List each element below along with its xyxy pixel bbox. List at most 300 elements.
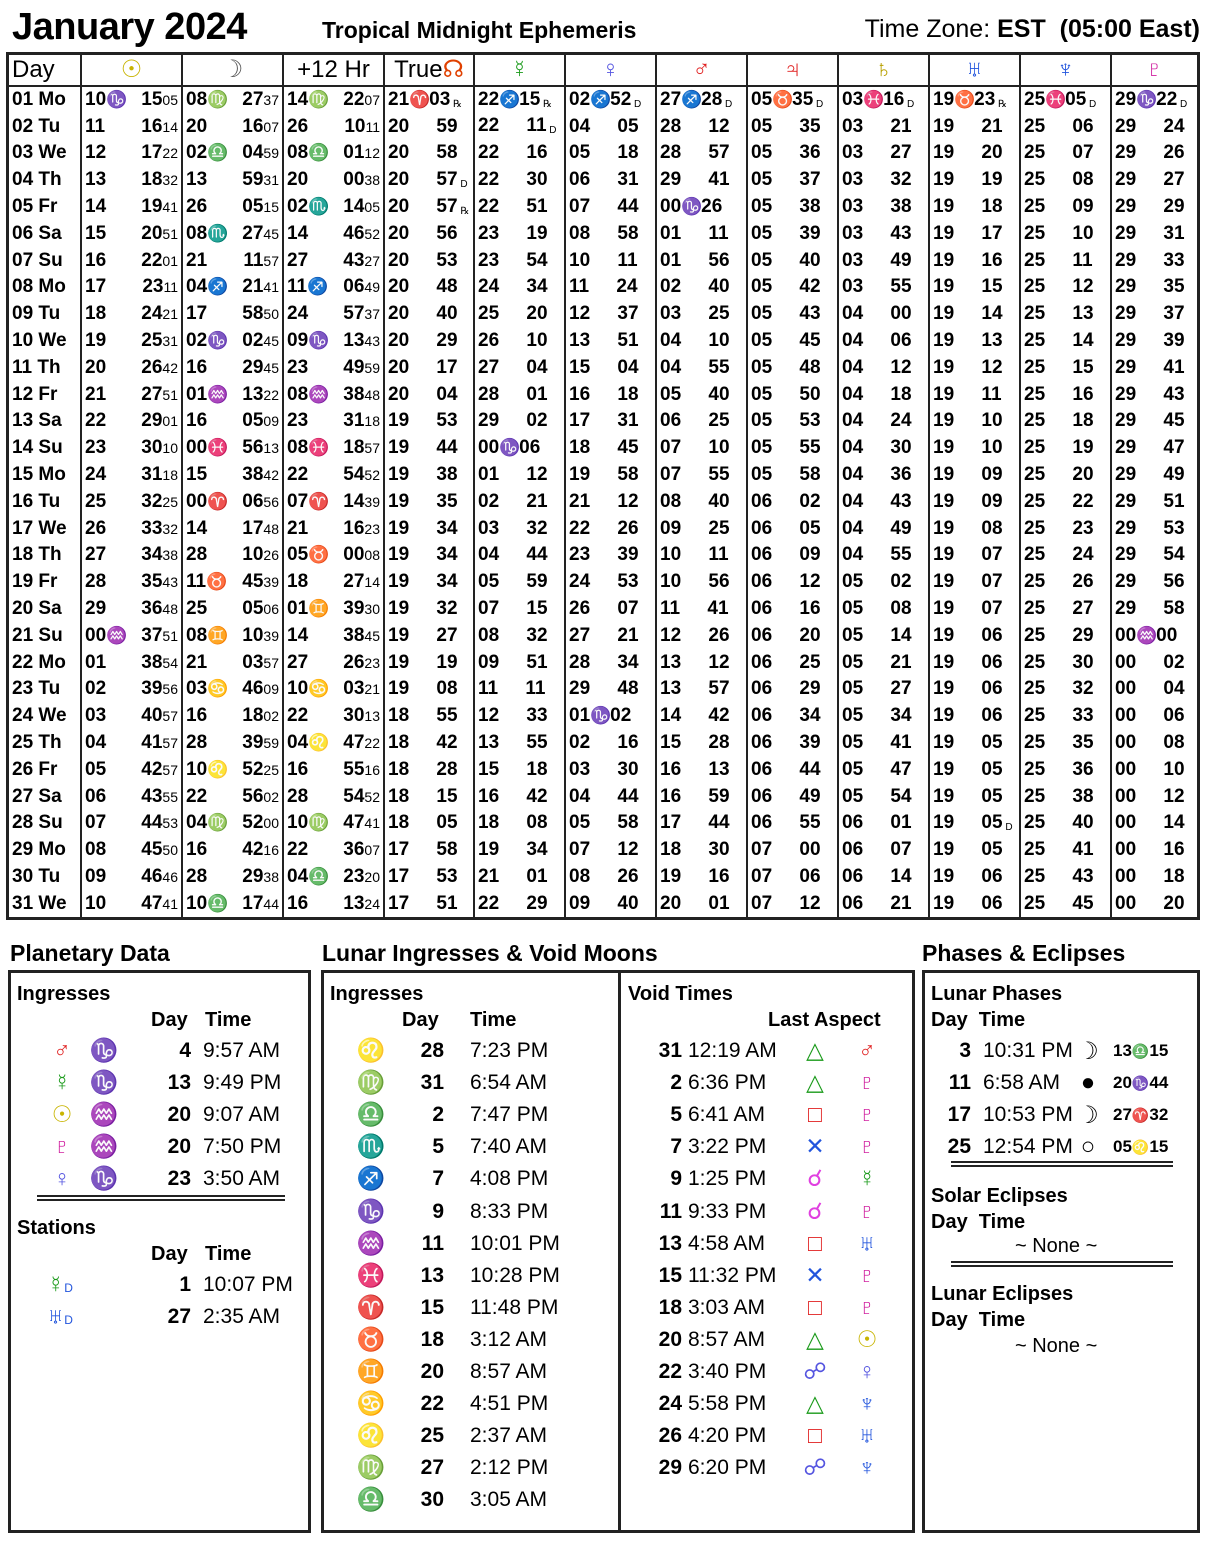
cell-mars: 27♐28 D	[656, 86, 747, 113]
ingress-day: 23	[167, 1167, 191, 1190]
cell-neptune: 25 27	[1020, 595, 1111, 622]
table-row	[9, 649, 1197, 676]
cell-venus: 05 58	[565, 810, 656, 837]
cell-mercury: 12 33	[474, 702, 565, 729]
cell-mercury: 22 51	[474, 193, 565, 220]
cell-sun: 17 2311	[81, 274, 182, 301]
cell-day: 13 Sa	[12, 410, 62, 432]
cell-neptune: 25 43	[1020, 863, 1111, 890]
void-day: 7	[670, 1135, 682, 1159]
cell-neptune: 25 33	[1020, 702, 1111, 729]
cell-day: 21 Su	[12, 624, 63, 646]
cell-moon-12hr: 16 5516	[283, 756, 384, 783]
cell-moon-12hr: 20 0038	[283, 166, 384, 193]
cell-jupiter: 05 35	[747, 113, 838, 140]
cell-true-node: 19 34	[384, 568, 474, 595]
cell-saturn: 04 49	[838, 515, 929, 542]
cell-mercury: 29 02	[474, 408, 565, 435]
divider	[37, 1195, 285, 1201]
cell-day: 18 Th	[12, 544, 62, 566]
cell-saturn: 05 54	[838, 783, 929, 810]
cell-moon-12hr: 22 5452	[283, 461, 384, 488]
void-time: 5:58 PM	[688, 1392, 767, 1416]
cell-venus: 15 04	[565, 354, 656, 381]
cell-venus: 17 31	[565, 408, 656, 435]
cell-neptune: 25 45	[1020, 890, 1111, 917]
void-day: 13	[658, 1231, 682, 1255]
table-row	[9, 702, 1197, 729]
cell-sun: 22 2901	[81, 408, 182, 435]
cell-moon: 20 1607	[182, 113, 283, 140]
cell-sun: 24 3118	[81, 461, 182, 488]
cell-jupiter: 07 06	[747, 863, 838, 890]
cell-uranus: 19 06	[929, 702, 1020, 729]
cell-moon: 22 5602	[182, 783, 283, 810]
void-day: 31	[658, 1039, 682, 1062]
table-row	[9, 568, 1197, 595]
cell-mars: 10 56	[656, 568, 747, 595]
phases-title: Phases & Eclipses	[922, 940, 1126, 966]
cell-sun: 06 4355	[81, 783, 182, 810]
cell-neptune: 25 41	[1020, 836, 1111, 863]
cell-day: 09 Tu	[12, 303, 61, 325]
cell-jupiter: 06 25	[747, 649, 838, 676]
station-day: 27	[167, 1305, 191, 1328]
cell-sun: 19 2531	[81, 327, 182, 354]
divider	[951, 1261, 1173, 1267]
day-label: Day	[151, 1009, 188, 1031]
cell-day: 06 Sa	[12, 222, 62, 244]
cell-pluto: 00 08	[1111, 729, 1197, 756]
cell-moon-12hr: 10♋ 0321	[283, 676, 384, 703]
cell-venus: 09 40	[565, 890, 656, 917]
cell-moon: 28 1026	[182, 542, 283, 569]
cell-venus: 02♐52 D	[565, 86, 656, 113]
cell-true-node: 19 38	[384, 461, 474, 488]
planet-glyph-icon: ♇	[858, 1069, 876, 1096]
planet-glyph-icon: ♇	[858, 1261, 876, 1288]
moon-phase-icon: ●	[1080, 1069, 1096, 1096]
cell-mercury: 01 12	[474, 461, 565, 488]
col-header-day: Day	[9, 55, 81, 86]
cell-saturn: 06 21	[838, 890, 929, 917]
table-row	[9, 488, 1197, 515]
cell-sun: 08 4550	[81, 836, 182, 863]
cell-day: 14 Su	[12, 437, 63, 459]
cell-mars: 11 41	[656, 595, 747, 622]
cell-neptune: 25 15	[1020, 354, 1111, 381]
cell-jupiter: 06 12	[747, 568, 838, 595]
ingress-time: 3:12 AM	[470, 1327, 548, 1351]
cell-venus: 28 34	[565, 649, 656, 676]
cell-uranus: 19 14	[929, 300, 1020, 327]
phase-day: 17	[947, 1103, 971, 1126]
table-row	[9, 461, 1197, 488]
cell-mercury: 15 18	[474, 756, 565, 783]
ingress-time: 8:33 PM	[470, 1199, 549, 1223]
cell-venus: 21 12	[565, 488, 656, 515]
cell-moon: 00♈ 0656	[182, 488, 283, 515]
cell-jupiter: 06 44	[747, 756, 838, 783]
planet-glyph-icon: ♅	[858, 1422, 876, 1449]
cell-moon: 10♌ 5225	[182, 756, 283, 783]
cell-neptune: 25 29	[1020, 622, 1111, 649]
aspect-icon: △	[806, 1037, 824, 1063]
cell-true-node: 17 53	[384, 863, 474, 890]
cell-venus: 27 21	[565, 622, 656, 649]
cell-pluto: 29 33	[1111, 247, 1197, 274]
cell-mars: 16 59	[656, 783, 747, 810]
cell-moon-12hr: 11♐ 0649	[283, 274, 384, 301]
moon-phase-icon: ☽	[1077, 1038, 1099, 1065]
tz-offset: (05:00 East)	[1059, 15, 1200, 43]
cell-neptune: 25 11	[1020, 247, 1111, 274]
cell-saturn: 03 55	[838, 274, 929, 301]
cell-sun: 07 4453	[81, 810, 182, 837]
cell-sun: 14 1941	[81, 193, 182, 220]
cell-moon-12hr: 21 1623	[283, 515, 384, 542]
cell-saturn: 03 49	[838, 247, 929, 274]
cell-uranus: 19 10	[929, 408, 1020, 435]
cell-neptune: 25 24	[1020, 542, 1111, 569]
cell-true-node: 18 28	[384, 756, 474, 783]
cell-uranus: 19 05 D	[929, 810, 1020, 837]
sign-glyph-icon: ♎	[356, 1486, 386, 1513]
planet-glyph-icon: ♇	[858, 1133, 876, 1160]
table-row	[9, 274, 1197, 301]
sign-glyph-icon: ♑	[356, 1197, 386, 1224]
cell-pluto: 00 10	[1111, 756, 1197, 783]
cell-uranus: 19 17	[929, 220, 1020, 247]
cell-saturn: 06 07	[838, 836, 929, 863]
cell-venus: 29 48	[565, 676, 656, 703]
ingress-day: 22	[420, 1392, 444, 1416]
ingress-day: 27	[420, 1456, 444, 1480]
planet-glyph-icon: ♂	[858, 1037, 876, 1063]
cell-pluto: 29 45	[1111, 408, 1197, 435]
cell-venus: 22 26	[565, 515, 656, 542]
table-row	[9, 354, 1197, 381]
cell-moon: 28 3959	[182, 729, 283, 756]
phase-position: 27♈32	[1113, 1105, 1169, 1124]
cell-mercury: 22 11 D	[474, 113, 565, 140]
cell-mercury: 19 34	[474, 836, 565, 863]
cell-moon: 08♏ 2745	[182, 220, 283, 247]
ephemeris-table	[6, 52, 1200, 920]
cell-day: 01 Mo	[12, 89, 66, 111]
station-time: 2:35 AM	[203, 1305, 281, 1328]
cell-mars: 28 57	[656, 140, 747, 167]
cell-venus: 12 37	[565, 300, 656, 327]
page-subtitle: Tropical Midnight Ephemeris	[322, 17, 637, 43]
cell-sun: 10♑ 1505	[81, 86, 182, 113]
sign-glyph-icon: ♋	[356, 1390, 386, 1417]
cell-neptune: 25 36	[1020, 756, 1111, 783]
cell-mercury: 09 51	[474, 649, 565, 676]
col-header-neptune: ♆	[1020, 55, 1111, 86]
ingress-time: 7:50 PM	[203, 1135, 282, 1158]
cell-day: 17 We	[12, 517, 67, 539]
cell-neptune: 25 16	[1020, 381, 1111, 408]
sign-glyph-icon: ♒	[356, 1229, 386, 1256]
cell-uranus: 19 05	[929, 756, 1020, 783]
cell-true-node: 20 57 ℞	[384, 193, 474, 220]
moon-phase-icon: ○	[1080, 1133, 1096, 1160]
cell-jupiter: 05 53	[747, 408, 838, 435]
void-time: 3:03 AM	[688, 1295, 766, 1319]
cell-venus: 03 30	[565, 756, 656, 783]
cell-neptune: 25 30	[1020, 649, 1111, 676]
cell-neptune: 25 38	[1020, 783, 1111, 810]
cell-day: 19 Fr	[12, 571, 58, 593]
cell-uranus: 19 05	[929, 729, 1020, 756]
ingress-time: 9:49 PM	[203, 1071, 282, 1094]
cell-uranus: 19 06	[929, 676, 1020, 703]
day-label: Day	[151, 1243, 188, 1265]
table-row	[9, 836, 1197, 863]
station-planet-icon: ☿D	[47, 1271, 73, 1297]
phase-position: 05♌15	[1113, 1137, 1169, 1156]
cell-mercury: 23 19	[474, 220, 565, 247]
cell-jupiter: 05 55	[747, 434, 838, 461]
aspect-icon: ☌	[807, 1165, 823, 1192]
cell-mars: 17 44	[656, 810, 747, 837]
cell-moon-12hr: 18 2714	[283, 568, 384, 595]
cell-mars: 20 01	[656, 890, 747, 917]
cell-venus: 08 58	[565, 220, 656, 247]
cell-pluto: 00 20	[1111, 890, 1197, 917]
cell-pluto: 00 16	[1111, 836, 1197, 863]
sign-glyph-icon: ♏	[356, 1133, 386, 1160]
cell-saturn: 04 55	[838, 542, 929, 569]
planetary-data-title: Planetary Data	[10, 940, 170, 966]
cell-mars: 01 56	[656, 247, 747, 274]
planet-glyph-icon: ☉	[51, 1101, 73, 1127]
cell-venus: 05 18	[565, 140, 656, 167]
ingress-time: 7:47 PM	[470, 1103, 549, 1127]
planetary-data-panel	[8, 970, 311, 1533]
cell-true-node: 19 32	[384, 595, 474, 622]
cell-mars: 01 11	[656, 220, 747, 247]
cell-uranus: 19 19	[929, 166, 1020, 193]
cell-saturn: 03 21	[838, 113, 929, 140]
ingress-day: 20	[167, 1135, 191, 1158]
cell-uranus: 19 15	[929, 274, 1020, 301]
ingress-time: 2:12 PM	[470, 1456, 549, 1480]
day-time-label: Day Time	[931, 1211, 1026, 1233]
table-row	[9, 434, 1197, 461]
ingress-day: 28	[420, 1039, 444, 1062]
cell-uranus: 19 07	[929, 568, 1020, 595]
cell-day: 05 Fr	[12, 196, 58, 218]
day-label: Day	[402, 1009, 439, 1031]
cell-day: 15 Mo	[12, 464, 66, 486]
cell-moon: 25 0506	[182, 595, 283, 622]
table-row	[9, 381, 1197, 408]
station-day: 1	[179, 1273, 191, 1296]
cell-mercury: 16 42	[474, 783, 565, 810]
ingress-time: 2:37 AM	[470, 1424, 548, 1448]
cell-day: 25 Th	[12, 732, 62, 754]
cell-moon-12hr: 02♏ 1405	[283, 193, 384, 220]
aspect-icon: ✕	[805, 1261, 825, 1288]
divider	[951, 1161, 1173, 1167]
cell-venus: 26 07	[565, 595, 656, 622]
cell-neptune: 25 18	[1020, 408, 1111, 435]
cell-day: 24 We	[12, 705, 67, 727]
cell-sun: 18 2421	[81, 300, 182, 327]
cell-moon-12hr: 23 3118	[283, 408, 384, 435]
tz-label: Time Zone:	[864, 15, 991, 43]
table-row	[9, 810, 1197, 837]
solar-eclipses-value: ~ None ~	[1015, 1235, 1098, 1257]
phase-time: 6:58 AM	[983, 1071, 1061, 1094]
planet-glyph-icon: ♇	[858, 1197, 876, 1224]
cell-venus: 13 51	[565, 327, 656, 354]
cell-moon: 16 2945	[182, 354, 283, 381]
cell-mercury: 11 11	[474, 676, 565, 703]
aspect-icon: ☍	[803, 1454, 827, 1481]
cell-mars: 10 11	[656, 542, 747, 569]
cell-pluto: 29 43	[1111, 381, 1197, 408]
cell-venus: 04 44	[565, 783, 656, 810]
cell-neptune: 25 06	[1020, 113, 1111, 140]
ingress-time: 4:51 PM	[470, 1392, 549, 1416]
void-time: 9:33 PM	[688, 1199, 767, 1223]
cell-mercury: 25 20	[474, 300, 565, 327]
ingress-day: 25	[420, 1424, 444, 1448]
ingress-time: 10:01 PM	[470, 1231, 560, 1255]
sign-glyph-icon: ♑	[89, 1165, 119, 1191]
cell-uranus: 19 16	[929, 247, 1020, 274]
cell-day: 20 Sa	[12, 598, 62, 620]
cell-neptune: 25 26	[1020, 568, 1111, 595]
cell-mars: 28 12	[656, 113, 747, 140]
cell-pluto: 29 51	[1111, 488, 1197, 515]
cell-mars: 04 55	[656, 354, 747, 381]
cell-pluto: 00 12	[1111, 783, 1197, 810]
cell-saturn: 05 47	[838, 756, 929, 783]
table-row	[9, 166, 1197, 193]
cell-day: 02 Tu	[12, 115, 61, 137]
void-times-label: Void Times	[628, 983, 733, 1005]
col-header-moon: ☽	[182, 55, 283, 86]
void-day: 26	[658, 1424, 682, 1448]
cell-venus: 01♑02	[565, 702, 656, 729]
cell-saturn: 05 41	[838, 729, 929, 756]
cell-saturn: 03♓16 D	[838, 86, 929, 113]
table-row	[9, 890, 1197, 917]
cell-neptune: 25 40	[1020, 810, 1111, 837]
ingress-day: 7	[432, 1167, 444, 1191]
sign-glyph-icon: ♒	[89, 1133, 119, 1159]
cell-moon-12hr: 27 2623	[283, 649, 384, 676]
day-time-label: Day Time	[931, 1309, 1026, 1331]
cell-moon: 21 1157	[182, 247, 283, 274]
cell-sun: 05 4257	[81, 756, 182, 783]
void-time: 12:19 AM	[688, 1039, 777, 1062]
cell-jupiter: 06 02	[747, 488, 838, 515]
cell-moon: 10♎ 1744	[182, 890, 283, 917]
void-time: 6:36 PM	[688, 1071, 767, 1095]
cell-true-node: 21♈03 ℞	[384, 86, 474, 113]
day-time-label: Day Time	[931, 1009, 1026, 1031]
cell-sun: 01 3854	[81, 649, 182, 676]
cell-moon-12hr: 09♑ 1343	[283, 327, 384, 354]
cell-true-node: 17 51	[384, 890, 474, 917]
cell-true-node: 20 56	[384, 220, 474, 247]
cell-jupiter: 05 48	[747, 354, 838, 381]
aspect-icon: △	[806, 1390, 824, 1417]
cell-jupiter: 05 58	[747, 461, 838, 488]
planet-glyph-icon: ♀	[858, 1358, 876, 1384]
cell-sun: 15 2051	[81, 220, 182, 247]
cell-uranus: 19 06	[929, 622, 1020, 649]
cell-saturn: 04 18	[838, 381, 929, 408]
table-row	[9, 113, 1197, 140]
cell-mercury: 21 01	[474, 863, 565, 890]
phase-position: 20♑44	[1113, 1073, 1169, 1092]
planet-glyph-icon: ♆	[858, 1390, 876, 1417]
planet-glyph-icon: ♀	[53, 1165, 71, 1191]
solar-eclipses-label: Solar Eclipses	[931, 1185, 1068, 1207]
cell-true-node: 20 48	[384, 274, 474, 301]
ingresses-label: Ingresses	[17, 983, 111, 1005]
planet-glyph-icon: ♅	[858, 1229, 876, 1256]
cell-true-node: 19 19	[384, 649, 474, 676]
void-time: 8:57 AM	[688, 1327, 766, 1351]
panel-divider	[618, 973, 621, 1530]
cell-jupiter: 06 09	[747, 542, 838, 569]
cell-pluto: 00 02	[1111, 649, 1197, 676]
cell-moon-12hr: 27 4327	[283, 247, 384, 274]
cell-jupiter: 06 55	[747, 810, 838, 837]
phase-day: 3	[959, 1039, 971, 1062]
cell-sun: 27 3438	[81, 542, 182, 569]
ingress-day: 31	[420, 1071, 444, 1095]
void-time: 4:20 PM	[688, 1424, 767, 1448]
aspect-icon: ✕	[805, 1133, 825, 1160]
col-header-mercury: ☿	[474, 55, 565, 86]
cell-uranus: 19 08	[929, 515, 1020, 542]
col-header-saturn: ♄	[838, 55, 929, 86]
cell-mars: 07 10	[656, 434, 747, 461]
page-title: January 2024	[12, 6, 247, 48]
cell-venus: 16 18	[565, 381, 656, 408]
table-row	[9, 220, 1197, 247]
table-row	[9, 86, 1197, 113]
planet-glyph-icon: ☿	[858, 1165, 876, 1192]
cell-sun: 26 3332	[81, 515, 182, 542]
void-day: 29	[658, 1456, 682, 1480]
time-label: Time	[470, 1009, 517, 1031]
header	[0, 0, 1206, 52]
aspect-icon: □	[808, 1229, 822, 1256]
cell-moon-12hr: 14 4652	[283, 220, 384, 247]
cell-venus: 02 16	[565, 729, 656, 756]
cell-mars: 14 42	[656, 702, 747, 729]
cell-mars: 03 25	[656, 300, 747, 327]
void-day: 18	[658, 1295, 682, 1319]
sign-glyph-icon: ♌	[356, 1037, 386, 1063]
cell-day: 16 Tu	[12, 490, 61, 512]
cell-jupiter: 05 39	[747, 220, 838, 247]
cell-day: 12 Fr	[12, 383, 58, 405]
cell-day: 04 Th	[12, 169, 62, 191]
cell-jupiter: 05 43	[747, 300, 838, 327]
cell-moon-12hr: 22 3013	[283, 702, 384, 729]
cell-saturn: 04 36	[838, 461, 929, 488]
